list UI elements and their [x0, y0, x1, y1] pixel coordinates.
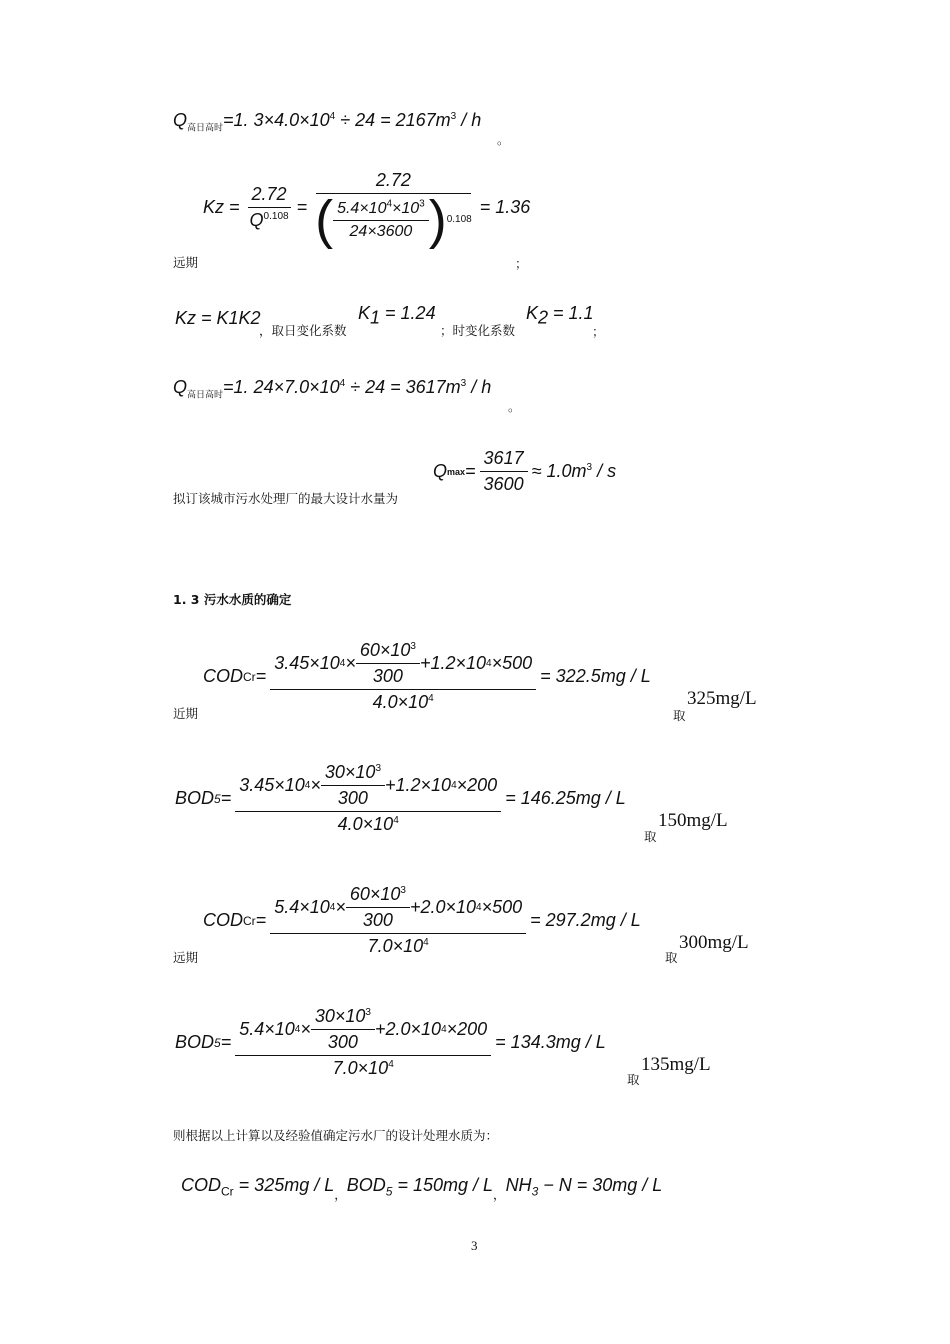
equation-kz-calc: Kz = $\frac{2.72}{Q^{0.108}}$ = 2.72 ( $\frac{5.4\times 10^4\times 10^3}{24\times 3600}$ ) 0.108 = 1.36	[203, 170, 531, 250]
fraction-bod-near-inner: $\frac{30\times 10^3}{300}$	[321, 762, 385, 809]
equation-k2: $K_2 = 1.1$	[526, 303, 594, 328]
conclusion-text: 则根据以上计算以及经验值确定污水厂的设计处理水质为：	[173, 1128, 499, 1143]
fraction-cod-near-inner: $\frac{60\times 10^3}{300}$	[356, 640, 420, 687]
fraction-cod-far: 5.4×10 4 × $\frac{60\times 10^3}{300}$ +2.0×10 4 ×500 $7.0\times 10^4$	[270, 884, 526, 957]
value-cod-far-taken: 300mg/L	[679, 932, 749, 953]
equation-bod-near: BOD 5 = 3.45×10 4 × $\frac{30\times 10^3}{300}$ +1.2×10 4 ×200 $4.0\times 10^4$ = 146.25mg / L	[175, 762, 626, 834]
equation-q-peak-near: $Q_{高日高时}=1$. $3\times 4.0\times 10^4 \div 24 = 2167m^3 / h$	[173, 110, 482, 133]
equation-cod-near: COD Cr = 3.45×10 4 × $\frac{60\times 10^3}{300}$ +1.2×10 4 ×500 $4.0\times 10^4$ = 322.5mg / L	[203, 640, 651, 712]
label-far-term: 远期	[173, 255, 199, 270]
final-design-quality: $COD_{Cr} = 325mg / L_,BOD_5 = 150mg / L_,NH_3 - N = 30mg / L$	[181, 1175, 663, 1202]
fraction-qmax: $\frac{3617}{3600}$	[480, 448, 528, 495]
text-max-design-flow: 拟订该城市污水处理厂的最大设计水量为	[173, 491, 399, 506]
section-heading: 1. 3 污水水质的确定	[173, 592, 292, 607]
equation-cod-far: COD Cr = 5.4×10 4 × $\frac{60\times 10^3}{300}$ +2.0×10 4 ×500 $7.0\times 10^4$ = 297.2mg / L	[203, 884, 641, 956]
fraction-inner: $\frac{5.4\times 10^4\times 10^3}{24\times 3600}$	[333, 200, 429, 241]
fraction-cod-near: 3.45×10 4 × $\frac{60\times 10^3}{300}$ +1.2×10 4 ×500 $4.0\times 10^4$	[270, 640, 536, 713]
label-take: 取	[673, 708, 686, 723]
label-near-term: 近期	[173, 706, 199, 721]
period-mark-2: 。	[508, 399, 521, 414]
text-hourly-coefficient: ；时变化系数	[440, 323, 516, 338]
fraction-cod-far-inner: $\frac{60\times 10^3}{300}$	[346, 884, 410, 931]
semicolon-mark-2: ；	[592, 324, 605, 339]
fraction-kz-2: 2.72 ( $\frac{5.4\times 10^4\times 10^3}{24\times 3600}$ ) 0.108	[315, 170, 472, 250]
period-mark: 。	[497, 132, 510, 147]
text-daily-coefficient: ，取日变化系数	[259, 323, 347, 338]
page-number: 3	[471, 1238, 478, 1253]
equation-qmax: Q max = $\frac{3617}{3600}$ ≈ $1.0m^3$ / s	[433, 448, 617, 494]
label-take-3: 取	[665, 950, 678, 965]
equation-kz-definition: Kz = K1K2	[175, 308, 261, 328]
fraction-bod-near: 3.45×10 4 × $\frac{30\times 10^3}{300}$ +1.2×10 4 ×200 $4.0\times 10^4$	[235, 762, 501, 835]
semicolon-mark: ；	[515, 256, 528, 271]
equation-k1: $K_1 = 1.24$	[358, 303, 436, 328]
value-bod-near-taken: 150mg/L	[658, 810, 728, 831]
value-bod-far-taken: 135mg/L	[641, 1054, 711, 1075]
label-far-term-2: 远期	[173, 950, 199, 965]
fraction-kz-1: $\frac{2.72}{Q^{0.108}}$	[249, 183, 289, 230]
equation-q-peak-far: $Q_{高日高时}=1$. $24\times 7.0\times 10^4 \div 24 = 3617m^3 / h$	[173, 377, 492, 400]
label-take-4: 取	[627, 1072, 640, 1087]
label-take-2: 取	[644, 829, 657, 844]
fraction-bod-far: 5.4×10 4 × $\frac{30\times 10^3}{300}$ +2.0×10 4 ×200 $7.0\times 10^4$	[235, 1006, 491, 1079]
equation-bod-far: BOD 5 = 5.4×10 4 × $\frac{30\times 10^3}{300}$ +2.0×10 4 ×200 $7.0\times 10^4$ = 134.3mg / L	[175, 1006, 606, 1078]
fraction-bod-far-inner: $\frac{30\times 10^3}{300}$	[311, 1006, 375, 1053]
value-cod-near-taken: 325mg/L	[687, 688, 757, 709]
